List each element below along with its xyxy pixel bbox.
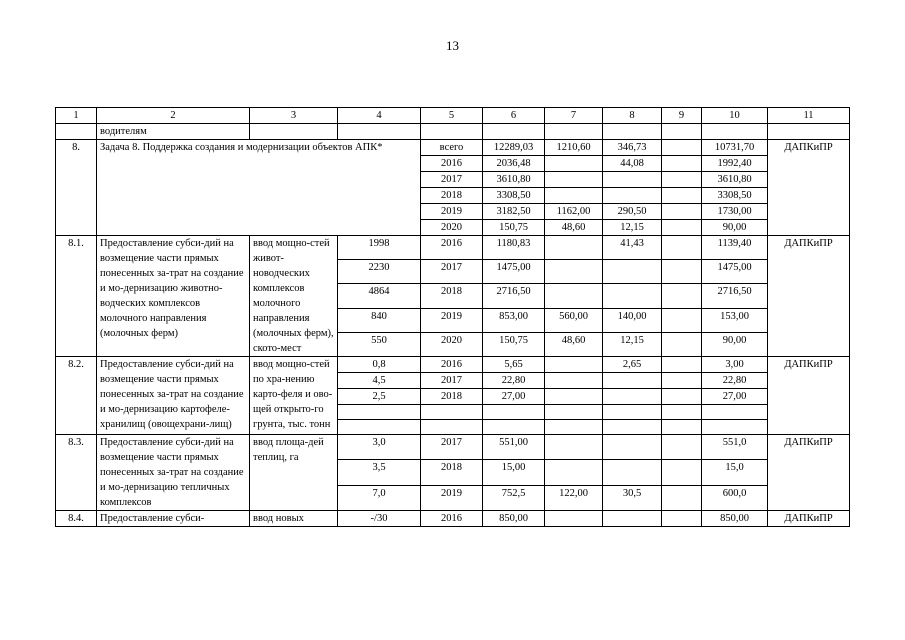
- cell-empty: [250, 124, 338, 140]
- cell-col8: [603, 373, 662, 389]
- header-cell: 11: [768, 108, 850, 124]
- cell-col6: 1475,00: [483, 260, 545, 284]
- header-cell: 6: [483, 108, 545, 124]
- cell-col9: [662, 140, 702, 156]
- cell-num: 8.: [56, 140, 97, 236]
- cell-col6: 15,00: [483, 460, 545, 485]
- cell-executor: ДАПКиПР: [768, 435, 850, 511]
- cell-year: 2017: [421, 435, 483, 460]
- cell-year: 2016: [421, 357, 483, 373]
- cell-target: 2230: [338, 260, 421, 284]
- cell-year: 2018: [421, 284, 483, 308]
- cell-year: 2020: [421, 332, 483, 356]
- cell-col10: 153,00: [702, 308, 768, 332]
- cell-col9: [662, 485, 702, 510]
- header-cell: 1: [56, 108, 97, 124]
- cell-year: 2018: [421, 188, 483, 204]
- cell-col8: 140,00: [603, 308, 662, 332]
- cell-col9: [662, 405, 702, 420]
- cell-target: 4864: [338, 284, 421, 308]
- cell-col6: 22,80: [483, 373, 545, 389]
- cell-col7: [545, 420, 603, 435]
- cell-col6: [483, 420, 545, 435]
- cell-year: 2016: [421, 236, 483, 260]
- table-row: [56, 511, 850, 527]
- cell-col6: 27,00: [483, 389, 545, 405]
- cell-col10: [702, 420, 768, 435]
- cell-col6: 1180,83: [483, 236, 545, 260]
- header-cell: 5: [421, 108, 483, 124]
- cell-empty: [768, 124, 850, 140]
- cell-target: 2,5: [338, 389, 421, 405]
- cell-col7: 1210,60: [545, 140, 603, 156]
- cell-col9: [662, 389, 702, 405]
- cell-col7: [545, 511, 603, 527]
- cell-col8: [603, 260, 662, 284]
- cell-col9: [662, 260, 702, 284]
- cell-indicator: ввод мощно-стей живот-новодческих комплексов молочного направления (молочных ферм), ското-мест: [250, 236, 338, 357]
- cell-target: 3,0: [338, 435, 421, 460]
- cell-col7: [545, 236, 603, 260]
- cell-target: -/30: [338, 511, 421, 527]
- cell-col10: 10731,70: [702, 140, 768, 156]
- cell-col7: [545, 373, 603, 389]
- cell-num: [56, 124, 97, 140]
- cell-col8: 44,08: [603, 156, 662, 172]
- cell-col9: [662, 435, 702, 460]
- cell-col7: [545, 389, 603, 405]
- cell-year: [421, 405, 483, 420]
- cell-col8: [603, 511, 662, 527]
- header-cell: 2: [97, 108, 250, 124]
- cell-col10: 1475,00: [702, 260, 768, 284]
- cell-col6: 3182,50: [483, 204, 545, 220]
- cell-col9: [662, 357, 702, 373]
- cell-col10: 90,00: [702, 332, 768, 356]
- cell-year: 2019: [421, 485, 483, 510]
- cell-executor: ДАПКиПР: [768, 236, 850, 357]
- table-header-row: [56, 108, 850, 124]
- cell-year: 2017: [421, 172, 483, 188]
- cell-year: [421, 420, 483, 435]
- cell-col6: 5,65: [483, 357, 545, 373]
- cell-year: 2018: [421, 460, 483, 485]
- cell-col9: [662, 511, 702, 527]
- cell-indicator: ввод площа-дей теплиц, га: [250, 435, 338, 511]
- cell-col6: 3610,80: [483, 172, 545, 188]
- header-cell: 4: [338, 108, 421, 124]
- cell-col8: 41,43: [603, 236, 662, 260]
- table-row: [56, 435, 850, 460]
- cell-col10: 22,80: [702, 373, 768, 389]
- cell-executor: ДАПКиПР: [768, 357, 850, 435]
- cell-col7: 122,00: [545, 485, 603, 510]
- cell-col8: 12,15: [603, 332, 662, 356]
- cell-col7: [545, 357, 603, 373]
- cell-col7: [545, 405, 603, 420]
- cell-col7: 560,00: [545, 308, 603, 332]
- cell-col10: 2716,50: [702, 284, 768, 308]
- cell-target: 3,5: [338, 460, 421, 485]
- cell-col6: 150,75: [483, 332, 545, 356]
- cell-col9: [662, 420, 702, 435]
- cell-col7: [545, 435, 603, 460]
- cell-executor: ДАПКиПР: [768, 511, 850, 527]
- cell-executor: ДАПКиПР: [768, 140, 850, 236]
- cell-year: 2016: [421, 511, 483, 527]
- cell-col9: [662, 332, 702, 356]
- cell-year: 2017: [421, 373, 483, 389]
- cell-indicator: ввод мощно-стей по хра-нению карто-феля и ово-щей открыто-го грунта, тыс. тонн: [250, 357, 338, 435]
- cell-empty: [603, 124, 662, 140]
- cell-col9: [662, 373, 702, 389]
- cell-item-name: Предоставление субси-дий на возмещение части прямых понесенных за-трат на создание и мо-дернизацию тепличных комплексов: [97, 435, 250, 511]
- cell-target: 0,8: [338, 357, 421, 373]
- cell-target: [338, 405, 421, 420]
- cell-col9: [662, 172, 702, 188]
- header-cell: 10: [702, 108, 768, 124]
- cell-year: 2019: [421, 308, 483, 332]
- table-row: [56, 140, 850, 156]
- cell-col8: [603, 420, 662, 435]
- cell-col9: [662, 156, 702, 172]
- cell-col8: 290,50: [603, 204, 662, 220]
- cell-target: 4,5: [338, 373, 421, 389]
- cell-target: 550: [338, 332, 421, 356]
- cell-year: 2020: [421, 220, 483, 236]
- cell-col7: 48,60: [545, 220, 603, 236]
- table-row: [56, 357, 850, 373]
- cell-col7: [545, 172, 603, 188]
- cell-col7: [545, 156, 603, 172]
- cell-col9: [662, 308, 702, 332]
- cell-col6: 2036,48: [483, 156, 545, 172]
- header-cell: 9: [662, 108, 702, 124]
- cell-year: всего: [421, 140, 483, 156]
- cell-col7: [545, 188, 603, 204]
- cell-empty: [545, 124, 603, 140]
- cell-year: 2016: [421, 156, 483, 172]
- cell-col10: 551,0: [702, 435, 768, 460]
- cell-col8: [603, 284, 662, 308]
- cell-col10: 3,00: [702, 357, 768, 373]
- cell-task-name: Задача 8. Поддержка создания и модернизации объектов АПК*: [97, 140, 421, 236]
- cell-item-name: Предоставление субси-дий на возмещение части прямых понесенных за-трат на создание и мо-дернизацию животно-водческих комплексов молочного направления (молочных ферм): [97, 236, 250, 357]
- header-cell: 3: [250, 108, 338, 124]
- cell-empty: [483, 124, 545, 140]
- cell-target: 1998: [338, 236, 421, 260]
- cell-col7: [545, 460, 603, 485]
- cell-target: 7,0: [338, 485, 421, 510]
- cell-col10: 600,0: [702, 485, 768, 510]
- header-cell: 8: [603, 108, 662, 124]
- cell-col8: [603, 435, 662, 460]
- cell-col7: 48,60: [545, 332, 603, 356]
- cell-year: 2019: [421, 204, 483, 220]
- cell-col6: 2716,50: [483, 284, 545, 308]
- cell-col8: [603, 460, 662, 485]
- cell-col10: [702, 405, 768, 420]
- cell-target: 840: [338, 308, 421, 332]
- cell-target: [338, 420, 421, 435]
- cell-col10: 1992,40: [702, 156, 768, 172]
- cell-col6: 853,00: [483, 308, 545, 332]
- cell-year: 2018: [421, 389, 483, 405]
- cell-col8: 346,73: [603, 140, 662, 156]
- program-table: [55, 107, 850, 527]
- cell-empty: [662, 124, 702, 140]
- page-number: 13: [446, 38, 459, 53]
- cell-col9: [662, 284, 702, 308]
- cell-col10: 15,0: [702, 460, 768, 485]
- cell-col10: 850,00: [702, 511, 768, 527]
- cell-col8: 12,15: [603, 220, 662, 236]
- cell-col9: [662, 204, 702, 220]
- header-cell: 7: [545, 108, 603, 124]
- cell-col8: 2,65: [603, 357, 662, 373]
- cell-col6: [483, 405, 545, 420]
- cell-num: 8.2.: [56, 357, 97, 435]
- cell-col6: 3308,50: [483, 188, 545, 204]
- cell-col8: [603, 172, 662, 188]
- cell-year: 2017: [421, 260, 483, 284]
- cell-name: водителям: [97, 124, 250, 140]
- cell-num: 8.1.: [56, 236, 97, 357]
- cell-empty: [421, 124, 483, 140]
- cell-empty: [702, 124, 768, 140]
- cell-col7: 1162,00: [545, 204, 603, 220]
- cell-col10: 27,00: [702, 389, 768, 405]
- cell-col6: 551,00: [483, 435, 545, 460]
- cell-col9: [662, 460, 702, 485]
- cell-col8: [603, 389, 662, 405]
- cell-col10: 1730,00: [702, 204, 768, 220]
- cell-col8: [603, 188, 662, 204]
- cell-col6: 850,00: [483, 511, 545, 527]
- cell-num: 8.3.: [56, 435, 97, 511]
- cell-col8: 30,5: [603, 485, 662, 510]
- cell-col9: [662, 220, 702, 236]
- cell-col6: 752,5: [483, 485, 545, 510]
- cell-col9: [662, 236, 702, 260]
- cell-col6: 150,75: [483, 220, 545, 236]
- cell-col7: [545, 260, 603, 284]
- cell-col10: 90,00: [702, 220, 768, 236]
- cell-empty: [338, 124, 421, 140]
- table-row: [56, 236, 850, 260]
- cell-col10: 3610,80: [702, 172, 768, 188]
- cell-col10: 3308,50: [702, 188, 768, 204]
- cell-col8: [603, 405, 662, 420]
- cell-col10: 1139,40: [702, 236, 768, 260]
- cell-num: 8.4.: [56, 511, 97, 527]
- table-row: [56, 124, 850, 140]
- cell-col6: 12289,03: [483, 140, 545, 156]
- cell-indicator: ввод новых: [250, 511, 338, 527]
- cell-col7: [545, 284, 603, 308]
- cell-col9: [662, 188, 702, 204]
- cell-item-name: Предоставление субси-: [97, 511, 250, 527]
- cell-item-name: Предоставление субси-дий на возмещение части прямых понесенных за-трат на создание и мо-дернизацию картофеле-хранилищ (овощехрани-лищ): [97, 357, 250, 435]
